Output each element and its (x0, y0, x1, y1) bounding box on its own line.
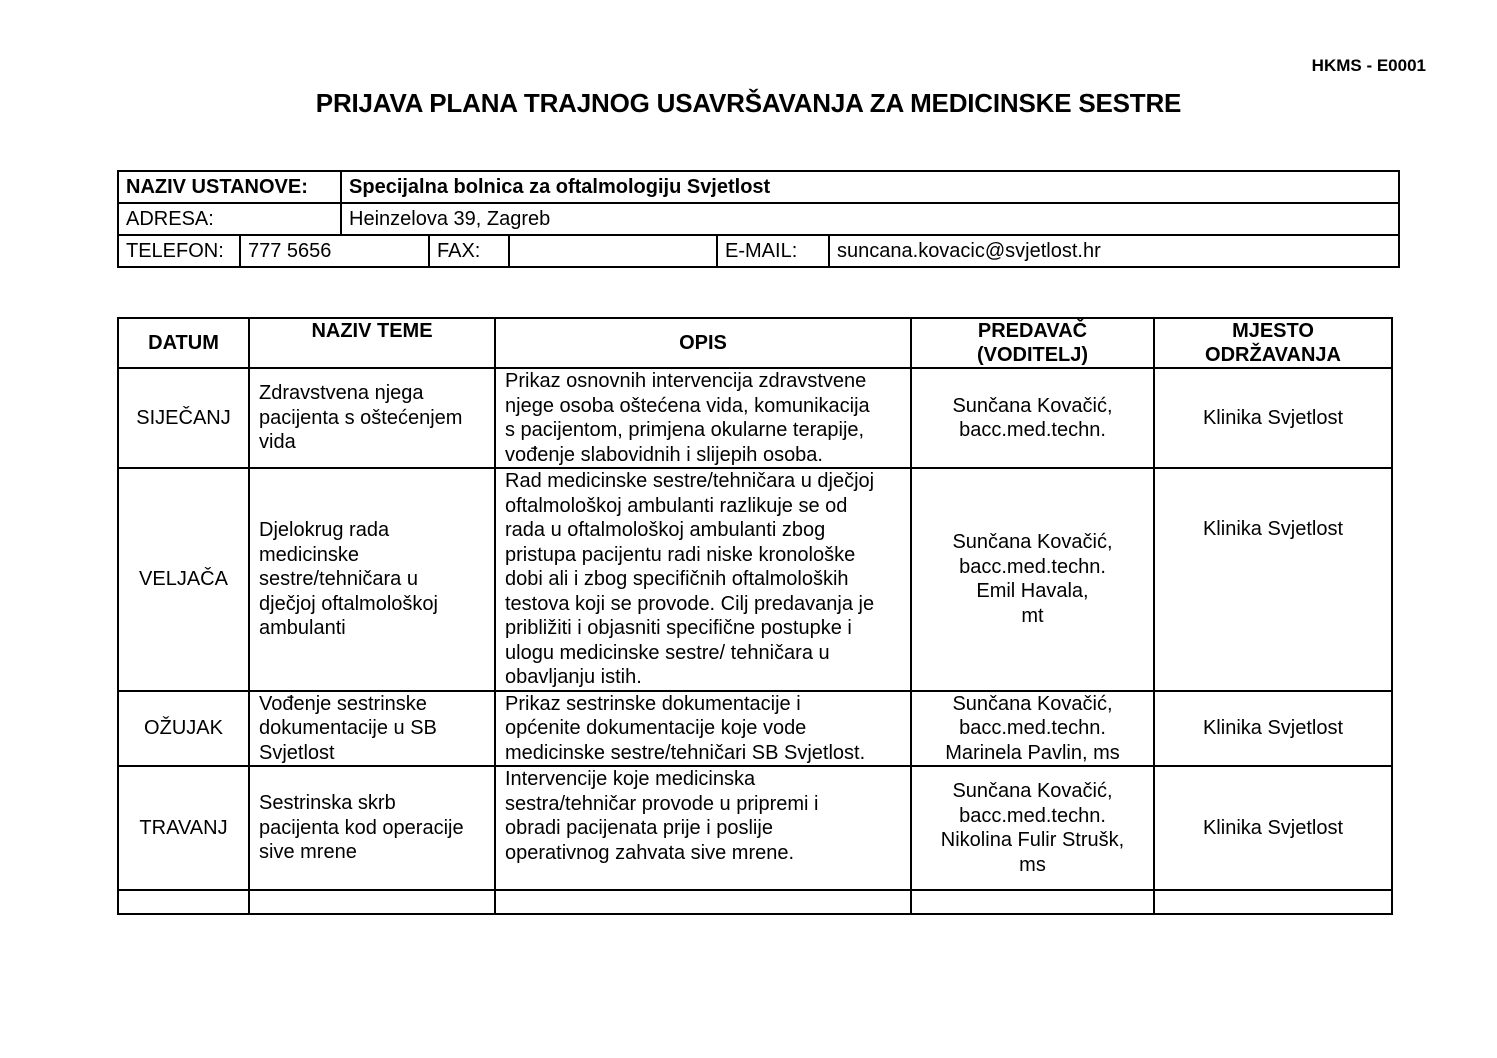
institution-name-label: NAZIV USTANOVE: (118, 171, 341, 203)
row-description (495, 890, 911, 914)
table-row (118, 468, 1392, 691)
row-location: Klinika Svjetlost (1154, 766, 1392, 890)
row-topic: Sestrinska skrb pacijenta kod operacije sive mrene (249, 766, 495, 890)
row-topic: Vođenje sestrinske dokumentacije u SB Svjetlost (249, 691, 495, 767)
row-date: OŽUJAK (118, 691, 249, 767)
phone-label: TELEFON: (118, 235, 240, 267)
row-date: TRAVANJ (118, 766, 249, 890)
email-value: suncana.kovacic@svjetlost.hr (829, 235, 1399, 267)
header-date: DATUM (118, 318, 249, 368)
row-description: Prikaz sestrinske dokumentacije i općenite dokumentacije koje vode medicinske sestre/tehničari SB Svjetlost. (495, 691, 911, 767)
row-date (118, 890, 249, 914)
page-title: PRIJAVA PLANA TRAJNOG USAVRŠAVANJA ZA MEDICINSKE SESTRE (315, 88, 1182, 118)
table-row (118, 368, 1392, 468)
row-topic: Zdravstvena njega pacijenta s oštećenjem vida (249, 368, 495, 468)
training-plan-table (117, 317, 1393, 915)
institution-table (117, 170, 1400, 268)
header-topic: NAZIV TEME (249, 318, 495, 368)
address-label: ADRESA: (118, 203, 341, 235)
institution-name-value: Specijalna bolnica za oftalmologiju Svjetlost (341, 171, 1399, 203)
institution-address-row (118, 203, 1399, 235)
row-location: Klinika Svjetlost (1154, 468, 1392, 691)
form-code: HKMS - E0001 (1311, 56, 1426, 75)
row-description: Intervencije koje medicinska sestra/tehničar provode u pripremi i obradi pacijenata prije i poslije operativnog zahvata sive mrene. (495, 766, 911, 890)
table-row-empty (118, 890, 1392, 914)
row-date: VELJAČA (118, 468, 249, 691)
row-lecturer (911, 890, 1154, 914)
row-lecturer: Sunčana Kovačić, bacc.med.techn. (911, 368, 1154, 468)
row-location: Klinika Svjetlost (1154, 691, 1392, 767)
header-location: MJESTO ODRŽAVANJA (1154, 318, 1392, 368)
phone-value: 777 5656 (240, 235, 429, 267)
institution-name-row (118, 171, 1399, 203)
institution-contact-row (118, 235, 1399, 267)
table-row (118, 691, 1392, 767)
row-topic (249, 890, 495, 914)
row-description: Prikaz osnovnih intervencija zdravstvene njege osoba oštećena vida, komunikacija s pacijentom, primjena okularne terapije, vođenje slabovidnih i slijepih osoba. (495, 368, 911, 468)
row-lecturer: Sunčana Kovačić, bacc.med.techn. Nikolina Fulir Strušk, ms (911, 766, 1154, 890)
row-lecturer: Sunčana Kovačić, bacc.med.techn. Marinela Pavlin, ms (911, 691, 1154, 767)
row-date: SIJEČANJ (118, 368, 249, 468)
row-topic: Djelokrug rada medicinske sestre/tehničara u dječjoj oftalmološkoj ambulanti (249, 468, 495, 691)
address-value: Heinzelova 39, Zagreb (341, 203, 1399, 235)
email-label: E-MAIL: (717, 235, 829, 267)
header-lecturer: PREDAVAČ (VODITELJ) (911, 318, 1154, 368)
fax-value (509, 235, 717, 267)
row-lecturer: Sunčana Kovačić, bacc.med.techn. Emil Havala, mt (911, 468, 1154, 691)
header-row (118, 318, 1392, 368)
table-row (118, 766, 1392, 890)
header-description: OPIS (495, 318, 911, 368)
fax-label: FAX: (429, 235, 509, 267)
row-location: Klinika Svjetlost (1154, 368, 1392, 468)
row-description: Rad medicinske sestre/tehničara u dječjoj oftalmološkoj ambulanti razlikuje se od rada u oftalmološkoj ambulanti zbog pristupa pacijentu radi niske kronološke dobi ali i zbog specifičnih oftalmoloških testova koji se provode. Cilj predavanja je približiti i objasniti specifične postupke i ulogu medicinske sestre/ tehničara u obavljanju istih. (495, 468, 911, 691)
row-location (1154, 890, 1392, 914)
